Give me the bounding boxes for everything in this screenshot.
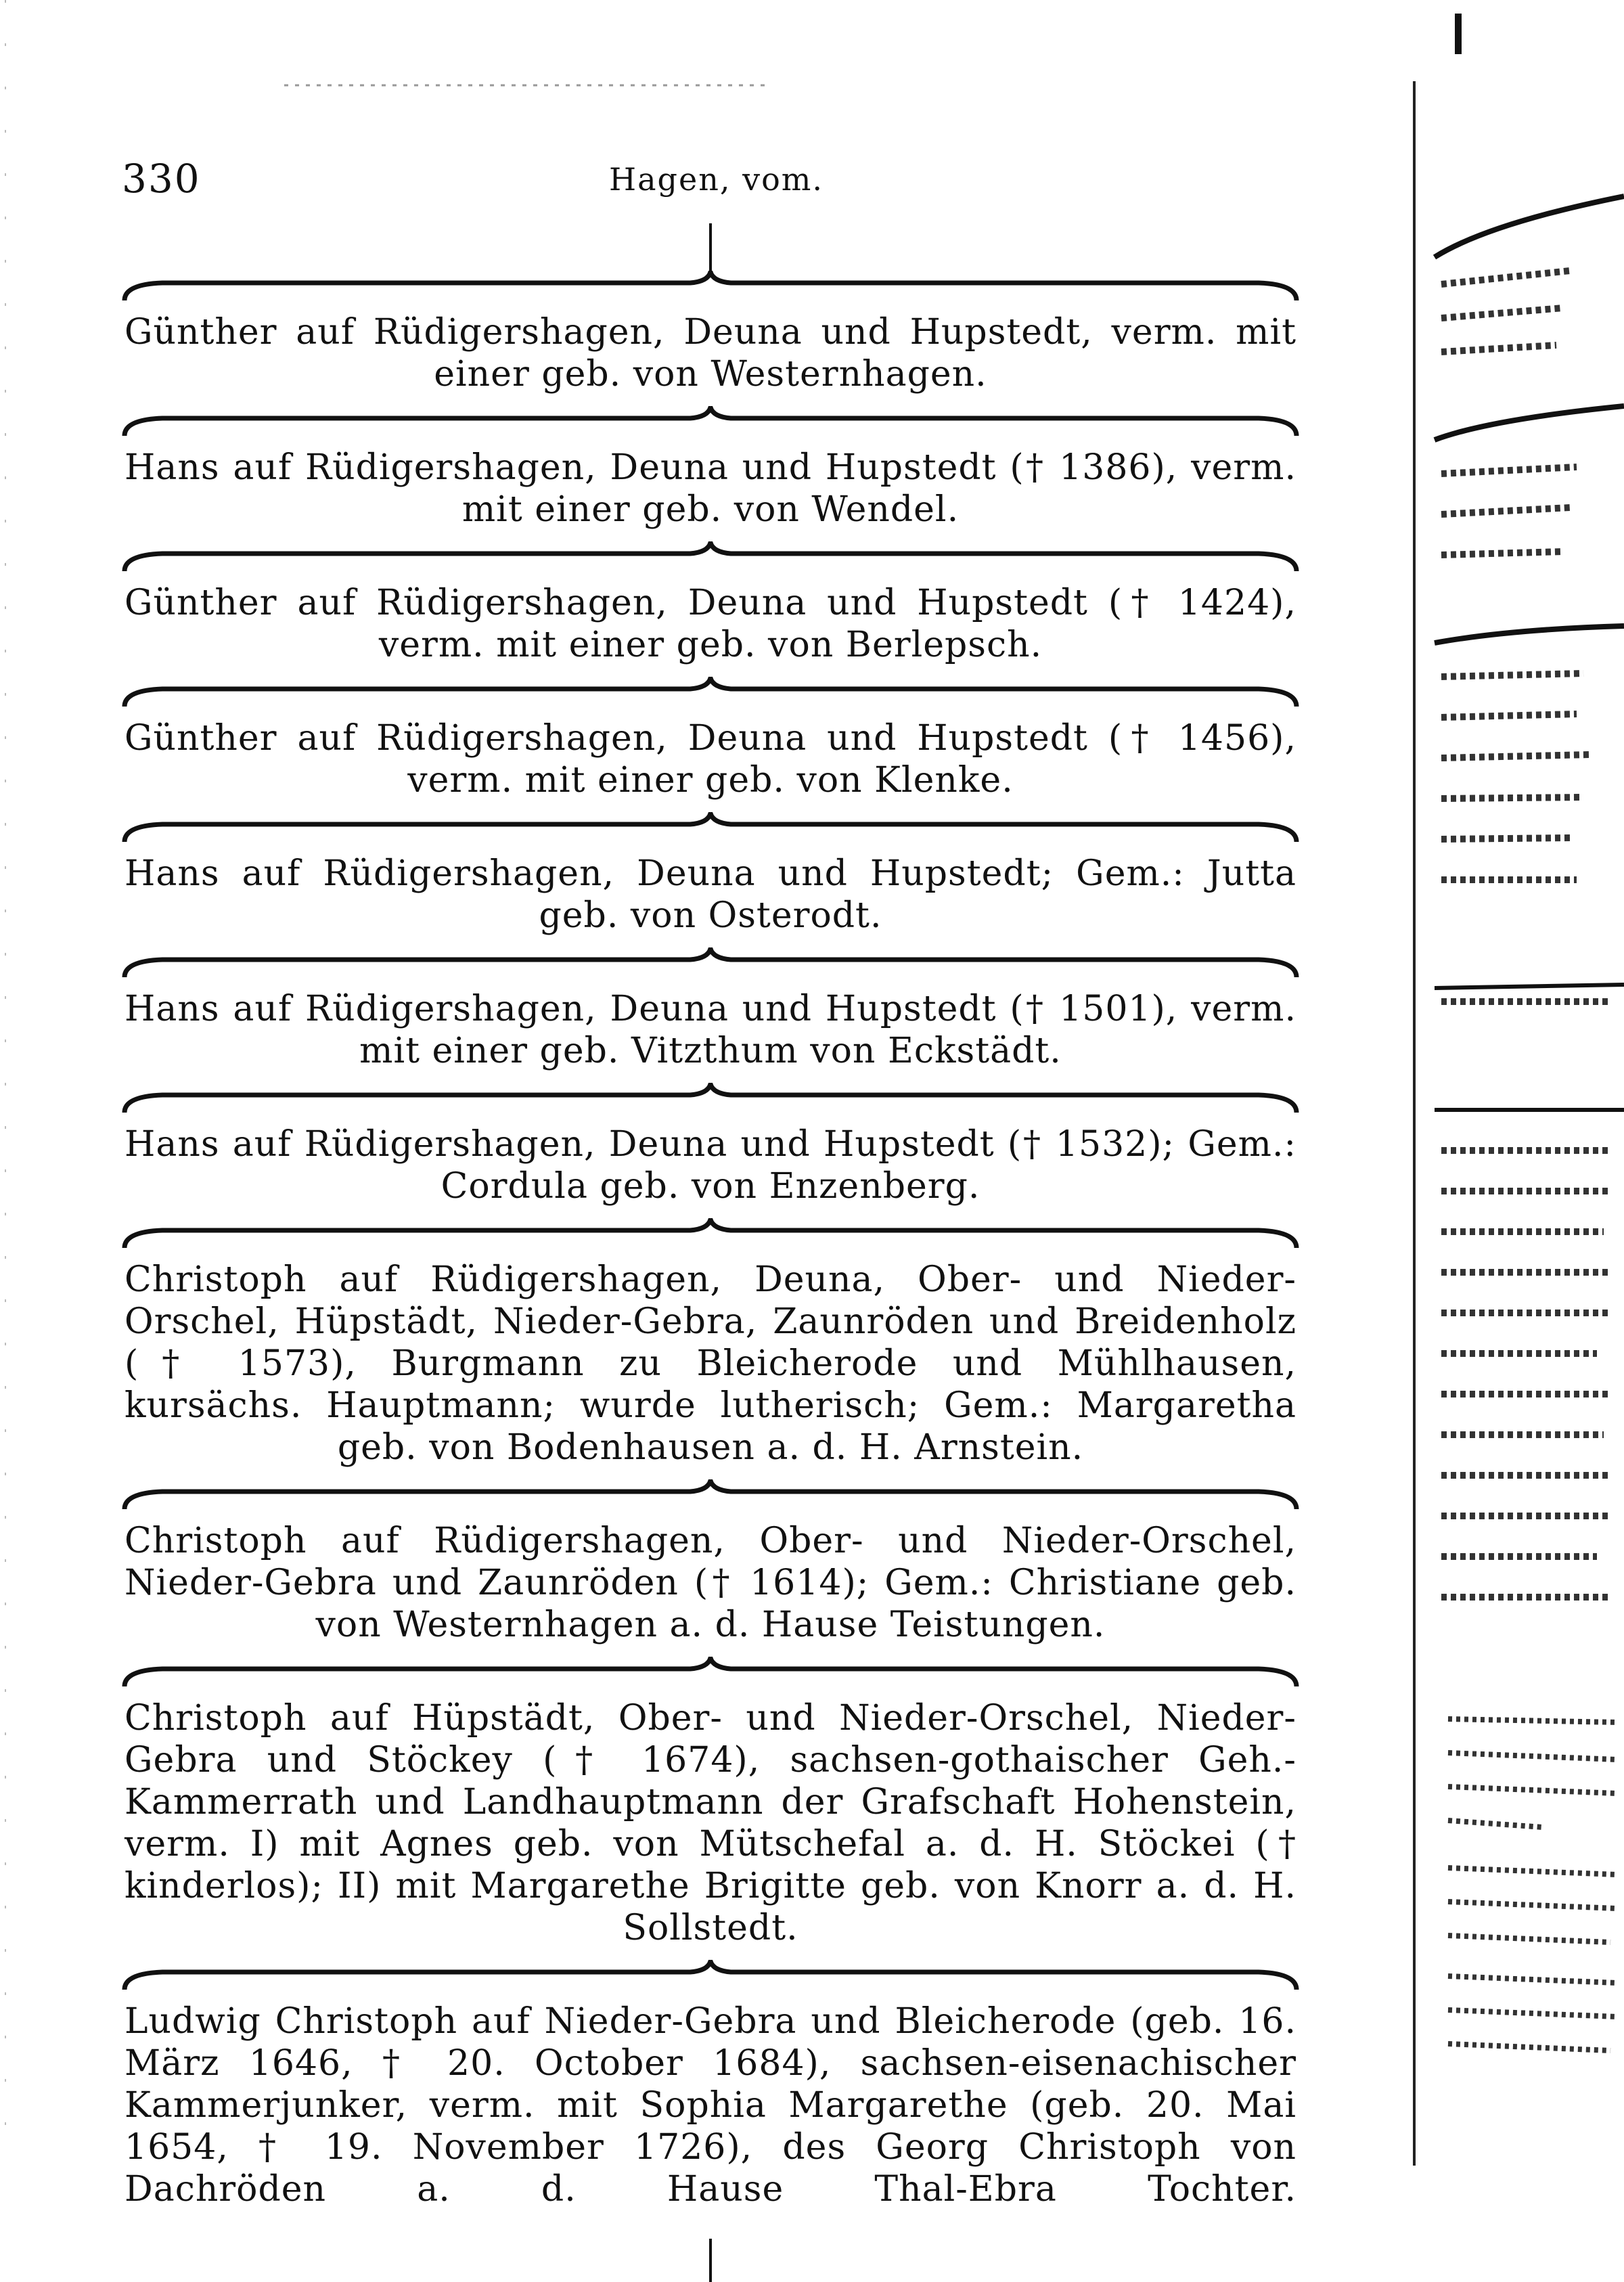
generation-brace [122, 271, 1299, 305]
generation-entry: Günther auf Rüdigershagen, Deuna und Hupstedt († 1456), verm. mit einer geb. von Klenke. [125, 718, 1296, 801]
genealogy-lineage [122, 223, 1299, 2282]
generation-brace [122, 406, 1299, 440]
generation-brace [122, 1479, 1299, 1513]
generation-entry: Hans auf Rüdigershagen, Deuna und Hupstedt († 1532); Gem.: Cordula geb. von Enzenberg. [125, 1124, 1296, 1207]
page-number: 330 [122, 156, 201, 202]
generation-entry: Günther auf Rüdigershagen, Deuna und Hupstedt († 1424), verm. mit einer geb. von Berlepsch. [125, 583, 1296, 665]
lineage-stem-bottom [709, 2239, 712, 2282]
adjacent-page-bleed [1407, 0, 1624, 2166]
generation-entry: Günther auf Rüdigershagen, Deuna und Hupstedt, verm. mit einer geb. von Westernhagen. [125, 312, 1296, 395]
generation-brace [122, 947, 1299, 981]
scan-noise-strip [284, 80, 771, 91]
running-title: Hagen, vom. [609, 161, 824, 198]
generation-brace [122, 1218, 1299, 1252]
generation-entry: Hans auf Rüdigershagen, Deuna und Hupstedt († 1501), verm. mit einer geb. Vitzthum von Eckstädt. [125, 989, 1296, 1071]
generation-entry: Christoph auf Rüdigershagen, Ober- und Nieder-Orschel, Nieder-Gebra und Zaunröden († 1614); Gem.: Christiane geb. von Westernhagen a. d. Hause Teistungen. [125, 1521, 1296, 1645]
generation-brace [122, 1083, 1299, 1117]
generation-entry: Christoph auf Hüpstädt, Ober- und Nieder-Orschel, Nieder-Gebra und Stöckey († 1674), sachsen-gothaischer Geh.-Kammerrath und Landhauptmann der Grafschaft Hohenstein, verm. I) mit Agnes geb. von Mütschefal a. d. H. Stöckei († kinderlos); II) mit Margarethe Brigitte geb. von Knorr a. d. H. Sollstedt. [125, 1698, 1296, 1948]
generation-brace [122, 1657, 1299, 1691]
generation-entry: Hans auf Rüdigershagen, Deuna und Hupstedt († 1386), verm. mit einer geb. von Wendel. [125, 447, 1296, 530]
generation-entry: Ludwig Christoph auf Nieder-Gebra und Bleicherode (geb. 16. März 1646, † 20. October 1684), sachsen-eisenachischer Kammerjunker, verm. mit Sophia Margarethe (geb. 20. Mai 1654, † 19. November 1726), des Georg Christoph von Dachröden a. d. Hause Thal-Ebra Tochter. [125, 2001, 1296, 2210]
page-header [0, 149, 1353, 203]
left-margin-scan-marks [0, 0, 27, 2166]
generation-brace [122, 812, 1299, 846]
lineage-stem-top [709, 223, 712, 271]
generation-entry: Hans auf Rüdigershagen, Deuna und Hupstedt; Gem.: Jutta geb. von Osterodt. [125, 853, 1296, 936]
generation-brace [122, 1960, 1299, 1994]
generation-brace [122, 677, 1299, 711]
generation-entry: Christoph auf Rüdigershagen, Deuna, Ober- und Nieder-Orschel, Hüpstädt, Nieder-Gebra, Zaunröden und Breidenholz († 1573), Burgmann zu Bleicherode und Mühlhausen, kursächs. Hauptmann; wurde lutherisch; Gem.: Margaretha geb. von Bodenhausen a. d. H. Arnstein. [125, 1259, 1296, 1468]
generation-brace [122, 541, 1299, 575]
